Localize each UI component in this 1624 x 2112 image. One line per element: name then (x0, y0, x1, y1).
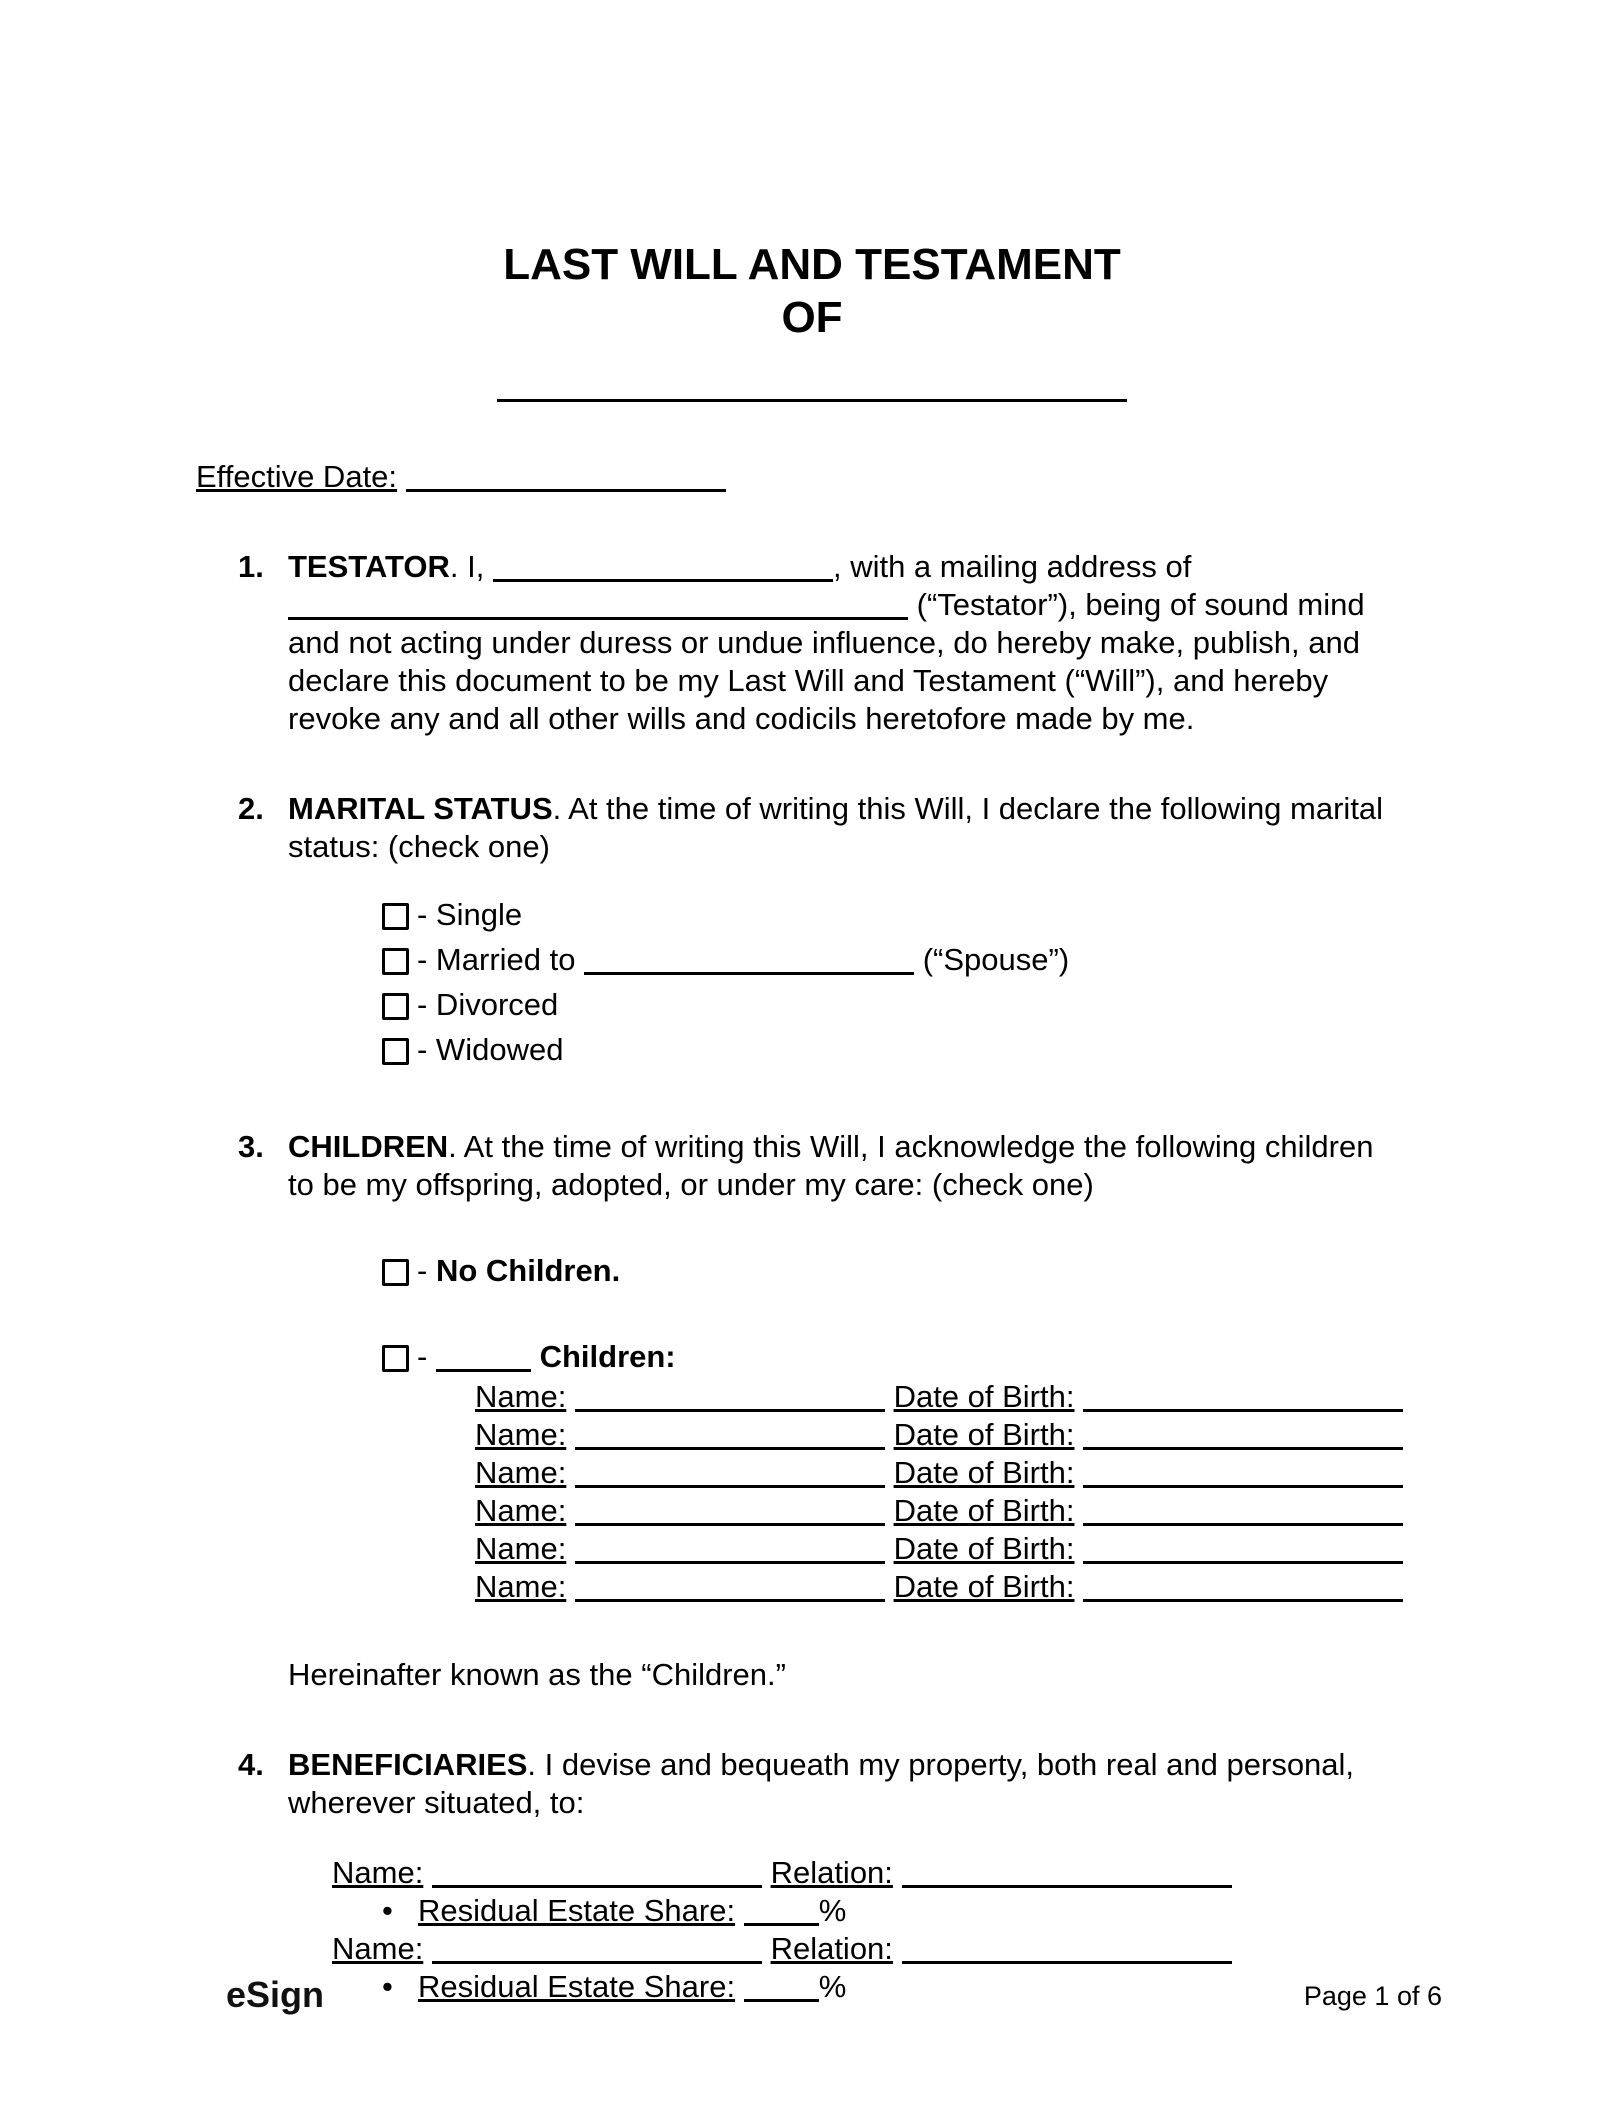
children-paragraph (288, 1128, 1403, 1694)
percent-sign: % (818, 1969, 847, 2004)
beneficiaries-paragraph (288, 1746, 1392, 2006)
share-field[interactable] (744, 1896, 819, 1926)
child-name-label: Name: (475, 1455, 567, 1490)
child-dob-field[interactable] (1083, 1458, 1403, 1488)
child-row-1 (475, 1378, 1403, 1416)
beneficiary-relation-field[interactable] (902, 1934, 1232, 1964)
child-row-6 (475, 1568, 1403, 1606)
document-title (0, 0, 1624, 344)
beneficiaries-body-text: . I devise and bequeath my property, both real and personal, wherever situated, to: (288, 1747, 1355, 1820)
child-dob-field[interactable] (1083, 1420, 1403, 1450)
spouse-label: (“Spouse”) (922, 942, 1070, 977)
child-name-label: Name: (475, 1569, 567, 1604)
no-children-dash: - (417, 1253, 428, 1288)
esign-logo: eSign (226, 1974, 325, 2015)
marital-option-married (382, 941, 1392, 979)
child-name-label: Name: (475, 1531, 567, 1566)
marital-paragraph (288, 790, 1392, 1076)
beneficiary-2-name-row (332, 1930, 1392, 1968)
beneficiaries-list (288, 1854, 1392, 2006)
child-name-field[interactable] (575, 1534, 885, 1564)
children-hereinafter-text: Hereinafter known as the “Children.” (288, 1657, 786, 1692)
child-name-label: Name: (475, 1417, 567, 1452)
child-name-field[interactable] (575, 1458, 885, 1488)
spouse-name-field[interactable] (584, 945, 914, 975)
testator-heading: TESTATOR (288, 549, 450, 584)
beneficiary-relation-label: Relation: (770, 1855, 893, 1890)
testator-intro-text: . I, (449, 549, 485, 584)
checkbox-divorced[interactable] (382, 993, 409, 1020)
marital-option-widowed (382, 1031, 1392, 1069)
title-line-2: OF (781, 293, 843, 342)
checkbox-single[interactable] (382, 903, 409, 930)
effective-date-row (196, 458, 1624, 496)
child-name-label: Name: (475, 1379, 567, 1414)
testator-mailing-text: , with a mailing address of (832, 549, 1192, 584)
child-row-2 (475, 1416, 1403, 1454)
testator-address-field[interactable] (288, 590, 908, 620)
beneficiary-1-share-row (382, 1892, 1392, 1930)
child-name-field[interactable] (575, 1572, 885, 1602)
child-dob-label: Date of Birth: (893, 1417, 1075, 1452)
section-1-number: 1. (238, 549, 264, 584)
section-beneficiaries (0, 1746, 1624, 2006)
title-name-field[interactable] (497, 372, 1127, 402)
beneficiary-name-label: Name: (332, 1855, 424, 1890)
no-children-label: No Children. (435, 1253, 621, 1288)
beneficiary-2-share-row (382, 1968, 1392, 2006)
beneficiary-name-label: Name: (332, 1931, 424, 1966)
beneficiary-1-name-row (332, 1854, 1392, 1892)
share-label: Residual Estate Share: (418, 1893, 736, 1928)
single-label: - Single (417, 897, 523, 932)
marital-options (382, 896, 1392, 1069)
share-field[interactable] (744, 1972, 819, 2002)
child-dob-label: Date of Birth: (893, 1531, 1075, 1566)
section-4-number: 4. (238, 1747, 264, 1782)
testator-name-field[interactable] (493, 552, 833, 582)
section-3-number: 3. (238, 1129, 264, 1164)
beneficiary-name-field[interactable] (432, 1858, 762, 1888)
child-dob-field[interactable] (1083, 1572, 1403, 1602)
section-2-number: 2. (238, 791, 264, 826)
children-count-dash: - (417, 1339, 428, 1374)
child-dob-label: Date of Birth: (893, 1379, 1075, 1414)
children-table (475, 1378, 1403, 1606)
section-testator (0, 548, 1624, 738)
beneficiary-name-field[interactable] (432, 1934, 762, 1964)
marital-heading: MARITAL STATUS (288, 791, 553, 826)
beneficiary-relation-label: Relation: (770, 1931, 893, 1966)
children-heading: CHILDREN (288, 1129, 449, 1164)
percent-sign: % (818, 1893, 847, 1928)
child-row-3 (475, 1454, 1403, 1492)
marital-body-text: . At the time of writing this Will, I declare the following marital status: (check one) (288, 791, 1384, 864)
marital-option-single (382, 896, 1392, 934)
beneficiaries-heading: BENEFICIARIES (288, 1747, 528, 1782)
share-label: Residual Estate Share: (418, 1969, 736, 2004)
beneficiary-relation-field[interactable] (902, 1858, 1232, 1888)
child-row-5 (475, 1530, 1403, 1568)
child-dob-field[interactable] (1083, 1496, 1403, 1526)
child-row-4 (475, 1492, 1403, 1530)
checkbox-widowed[interactable] (382, 1038, 409, 1065)
testator-paragraph (288, 548, 1392, 738)
checkbox-has-children[interactable] (382, 1345, 409, 1372)
checkbox-married[interactable] (382, 948, 409, 975)
section-marital-status (0, 790, 1624, 1076)
child-name-field[interactable] (575, 1420, 885, 1450)
effective-date-label: Effective Date: (196, 459, 398, 494)
married-label: - Married to (417, 942, 576, 977)
bullet-icon: • (382, 1893, 393, 1928)
child-name-field[interactable] (575, 1382, 885, 1412)
title-line-1: LAST WILL AND TESTAMENT (503, 240, 1121, 289)
child-dob-field[interactable] (1083, 1534, 1403, 1564)
child-name-label: Name: (475, 1493, 567, 1528)
divorced-label: - Divorced (417, 987, 559, 1022)
children-body-text: . At the time of writing this Will, I acknowledge the following children to be my offspring, adopted, or under my care: (check one) (288, 1129, 1374, 1202)
page-indicator: Page 1 of 6 (1303, 1981, 1442, 2011)
child-dob-label: Date of Birth: (893, 1455, 1075, 1490)
child-name-field[interactable] (575, 1496, 885, 1526)
child-dob-label: Date of Birth: (893, 1493, 1075, 1528)
children-count-field[interactable] (436, 1342, 531, 1372)
section-children (0, 1128, 1624, 1694)
child-dob-field[interactable] (1083, 1382, 1403, 1412)
checkbox-no-children[interactable] (382, 1259, 409, 1286)
child-dob-label: Date of Birth: (893, 1569, 1075, 1604)
testator-body-text: (“Testator”), being of sound mind and not acting under duress or undue influence, do hereby make, publish, and declare this document to be my Last Will and Testament (“Will”), and hereby revoke any and all other wills and codicils heretofore made by me. (288, 587, 1365, 736)
effective-date-field[interactable] (406, 462, 726, 492)
children-count-label: Children: (539, 1339, 676, 1374)
testator-title-name-line (0, 372, 1624, 402)
no-children-option (382, 1252, 1403, 1290)
bullet-icon: • (382, 1969, 393, 2004)
marital-option-divorced (382, 986, 1392, 1024)
widowed-label: - Widowed (417, 1032, 564, 1067)
has-children-option (382, 1338, 1403, 1376)
